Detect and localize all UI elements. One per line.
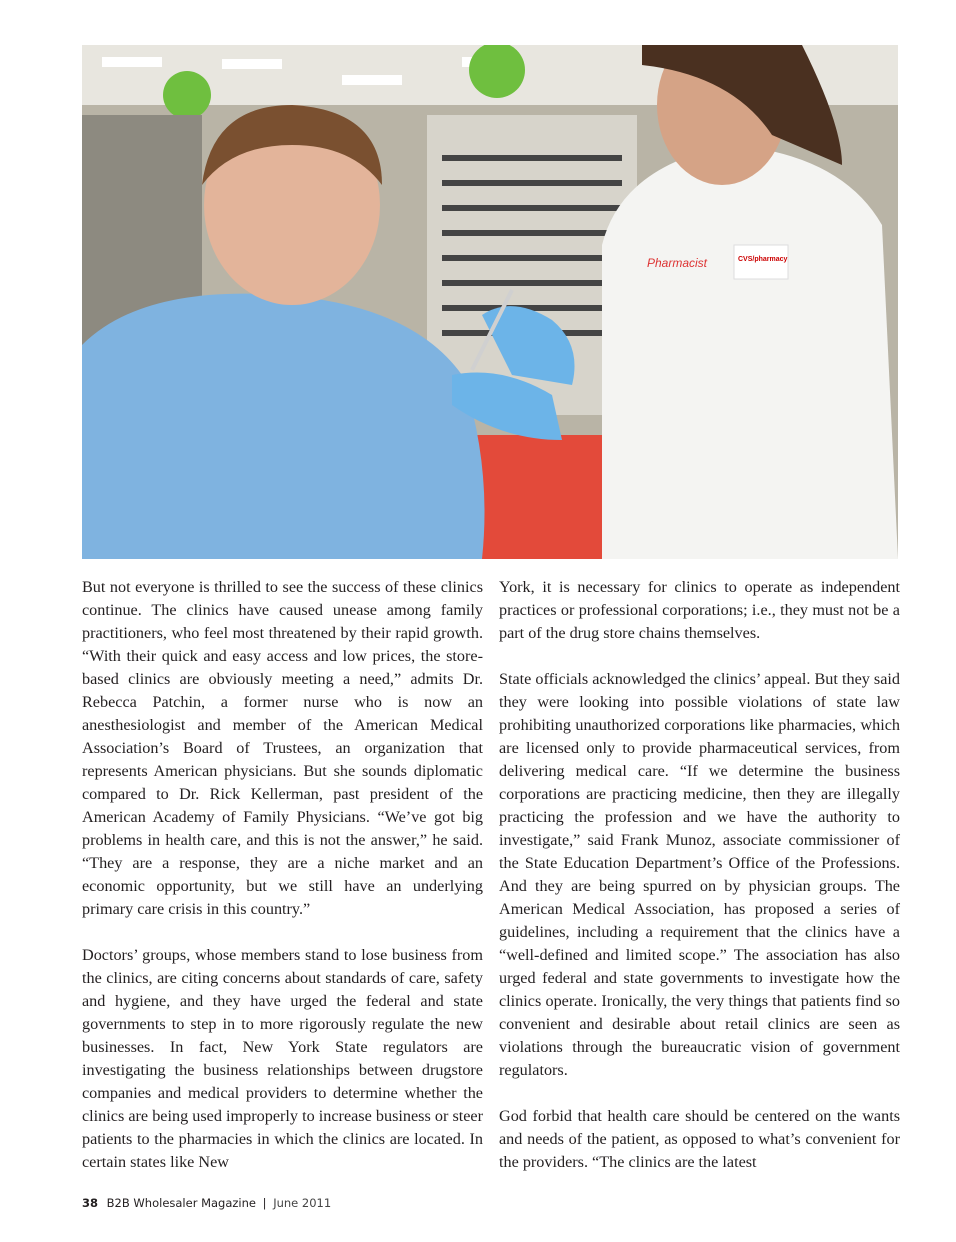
article-column-left <box>82 576 483 1174</box>
coat-badge-cvs: CVS/pharmacy <box>738 256 788 263</box>
article-column-right <box>499 576 900 1174</box>
footer-separator: | <box>262 1196 267 1210</box>
article-paragraph: God forbid that health care should be centered on the wants and needs of the patient, as opposed to what’s convenient for the providers. “The clinics are the latest <box>499 1107 900 1171</box>
pharmacist-vaccination-illustration <box>82 45 898 559</box>
article-photo <box>82 45 898 559</box>
publication-name: B2B Wholesaler Magazine <box>106 1196 256 1210</box>
article-paragraph: Doctors’ groups, whose members stand to lose business from the clinics, are citing concerns about standards of care, safety and hygiene, and they have urged the federal and state governments to step in to more rigorously regulate the new businesses. In fact, New York State regulators are investigating the business relationships between drugstore companies and medical providers to determine whether the clinics are being used improperly to increase business or steer patients to the pharmacies in which the clinics are located. In certain states like New <box>82 946 483 1171</box>
article-paragraph: State officials acknowledged the clinics’ appeal. But they said they were looking into possible violations of state law prohibiting unauthorized corporations like pharmacies, which are licensed only to provide pharmaceutical services, from delivering medical care. “If we determine the business corporations are practicing medicine, then they are illegally practicing the profession and we have the authority to investigate,” said Frank Munoz, associate commissioner of the State Education Department’s Office of the Professions. And they are being spurred on by physician groups. The American Medical Association, has proposed a series of guidelines, including a requirement that the clinics have a “well-defined and limited scope.” The association has also urged federal and state governments to investigate how the clinics operate. Ironically, the very things that patients find so convenient and desirable about retail clinics are seen as violations through the bureaucratic vision of government regulators. <box>499 670 900 1079</box>
page-footer <box>82 1196 331 1210</box>
issue-date: June 2011 <box>273 1196 332 1210</box>
coat-label-pharmacist: Pharmacist <box>647 256 708 270</box>
article-paragraph: York, it is necessary for clinics to operate as independent practices or professional corporations; i.e., they must not be a part of the drug store chains themselves. <box>499 578 900 642</box>
article-paragraph: But not everyone is thrilled to see the success of these clinics continue. The clinics have caused unease among family practitioners, who feel most threatened by their rapid growth. “With their quick and easy access and low prices, the store-based clinics are obviously meeting a need,” admits Dr. Rebecca Patchin, a former nurse who is now an anesthesiologist and member of the American Medical Association’s Board of Trustees, an organization that represents American physicians. But she sounds diplomatic compared to Dr. Rick Kellerman, past president of the American Academy of Family Physicians. “We’ve got big problems in health care, and this is not the answer,” he said. “They are a response, they are a niche market and an economic opportunity, but we still have an underlying primary care crisis in this country.” <box>82 578 483 918</box>
page-number: 38 <box>82 1196 99 1210</box>
